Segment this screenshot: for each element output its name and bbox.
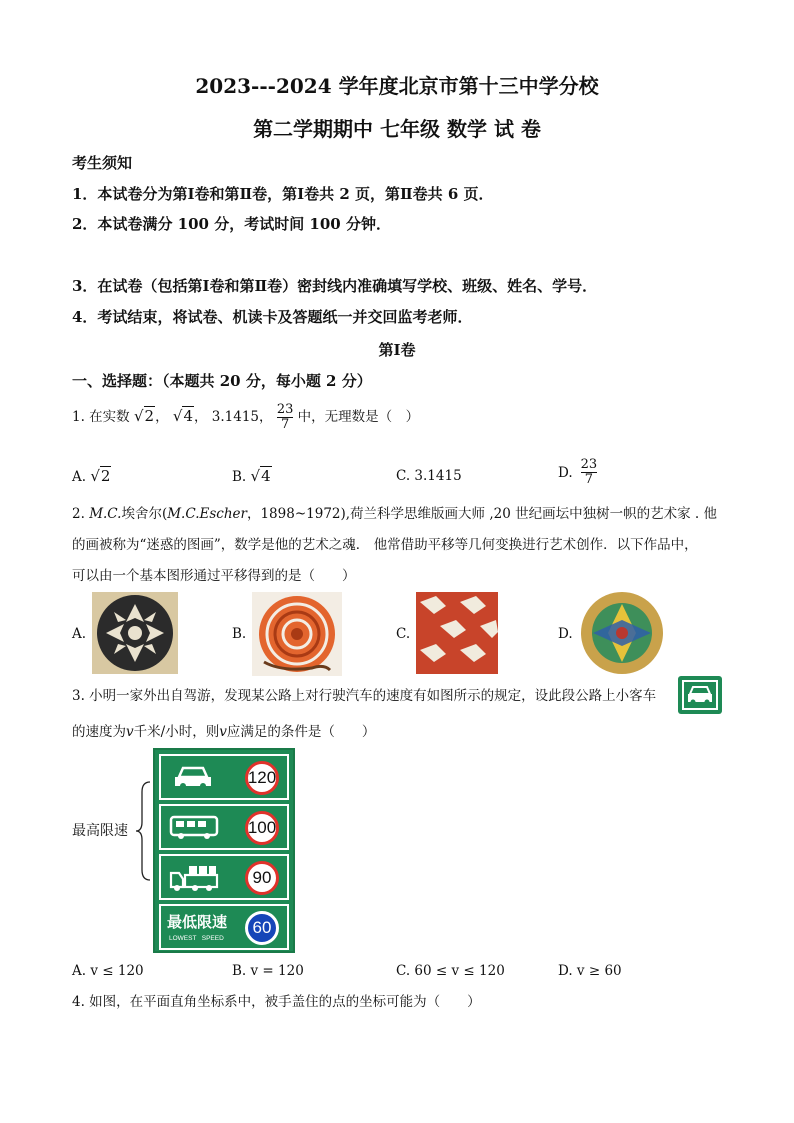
speed-limit-100: 100: [245, 811, 279, 845]
sign-row-truck: [159, 854, 289, 900]
q1-option-b: B. √4: [232, 467, 271, 485]
escher-spiral-image: [252, 592, 342, 676]
min-speed-label-en: LOWEST SPEED: [169, 935, 224, 942]
escher-tessellation-image: [416, 592, 498, 674]
min-speed-60: 60: [245, 911, 279, 945]
q3-option-b: B. v = 120: [232, 963, 304, 979]
escher-circle-limit-color-image: [578, 590, 666, 676]
question-1: [72, 403, 419, 432]
exam-title: 2023---2024 学年度北京市第十三中学分校: [195, 74, 599, 98]
section-heading: 一、选择题：（本题共 20 分，每小题 2 分）: [72, 372, 372, 390]
variable-v: v: [126, 724, 134, 740]
q1-suffix: 中，无理数是（ ）: [297, 409, 420, 425]
min-speed-label: 最低限速: [167, 914, 228, 931]
q2-option-d-label: D.: [558, 626, 573, 642]
sign-row-minimum: [159, 904, 289, 950]
q2-option-a-label: A.: [72, 626, 87, 642]
q3-option-d: D. v ≥ 60: [558, 963, 622, 979]
q1-option-d: D. $\frac{23}{7}$: [558, 457, 598, 487]
notice-heading: 考生须知: [72, 154, 133, 172]
fraction-23-7: $\frac{23}{7}$: [276, 402, 294, 432]
volume-heading: 第Ⅰ卷: [378, 341, 416, 359]
q3-option-a: A. v ≤ 120: [72, 963, 144, 979]
q2-line-1: 2. M.C.埃舍尔(M.C.Escher，1898~1972),荷兰科学思维版画大师 ,20 世纪画坛中独树一帜的艺术家 . 他: [72, 506, 717, 522]
q1-option-a: A. √2: [72, 467, 111, 485]
sign-row-bus: [159, 804, 289, 850]
speed-limit-120: 120: [245, 761, 279, 795]
car-icon: [678, 676, 722, 714]
car-icon: [173, 765, 213, 791]
speed-limit-sign: [153, 748, 295, 953]
exam-subtitle: 第二学期期中 七年级 数学 试 卷: [253, 117, 541, 141]
sqrt-2: √2: [133, 407, 155, 425]
escher-circle-limit-image: [92, 592, 178, 674]
q1-number: 3.1415，: [211, 409, 273, 425]
q1-prefix: 1. 在实数: [72, 409, 130, 425]
q1-sep: ，: [155, 409, 169, 425]
notice-item: 1．本试卷分为第Ⅰ卷和第Ⅱ卷，第Ⅰ卷共 2 页，第Ⅱ卷共 6 页．: [72, 185, 494, 203]
max-speed-label: 最高限速: [72, 822, 128, 838]
sign-row-car: [159, 754, 289, 800]
notice-item: 2．本试卷满分 100 分，考试时间 100 分钟．: [72, 215, 391, 233]
q1-option-c: C. 3.1415: [396, 468, 462, 484]
sqrt-4: √4: [172, 407, 193, 425]
question-4: 4. 如图，在平面直角坐标系中，被手盖住的点的坐标可能为（ ）: [72, 994, 481, 1010]
q2-option-b-label: B.: [232, 626, 247, 642]
q2-option-c-label: C.: [396, 626, 411, 642]
q1-sep: ，: [193, 409, 208, 425]
q2-line-2: 的画被称为“迷惑的图画”，数学是他的艺术之魂． 他常借助平移等几何变换进行艺术创作．以下作品中，: [72, 537, 698, 553]
notice-item: 3．在试卷（包括第Ⅰ卷和第Ⅱ卷）密封线内准确填写学校、班级、姓名、学号．: [72, 277, 598, 295]
q3-option-c: C. 60 ≤ v ≤ 120: [396, 963, 505, 979]
truck-icon: [169, 863, 221, 893]
q3-line-2: 的速度为v千米/小时，则v应满足的条件是（ ）: [72, 724, 376, 740]
q2-line-3: 可以由一个基本图形通过平移得到的是（ ）: [72, 568, 356, 584]
speed-limit-90: 90: [245, 861, 279, 895]
notice-item: 4．考试结束，将试卷、机读卡及答题纸一并交回监考老师．: [72, 308, 473, 326]
q3-line-1: 3. 小明一家外出自驾游，发现某公路上对行驶汽车的速度有如图所示的规定，设此段公路上小客车: [72, 688, 657, 704]
brace-icon: [134, 780, 154, 882]
bus-icon: [169, 814, 219, 842]
